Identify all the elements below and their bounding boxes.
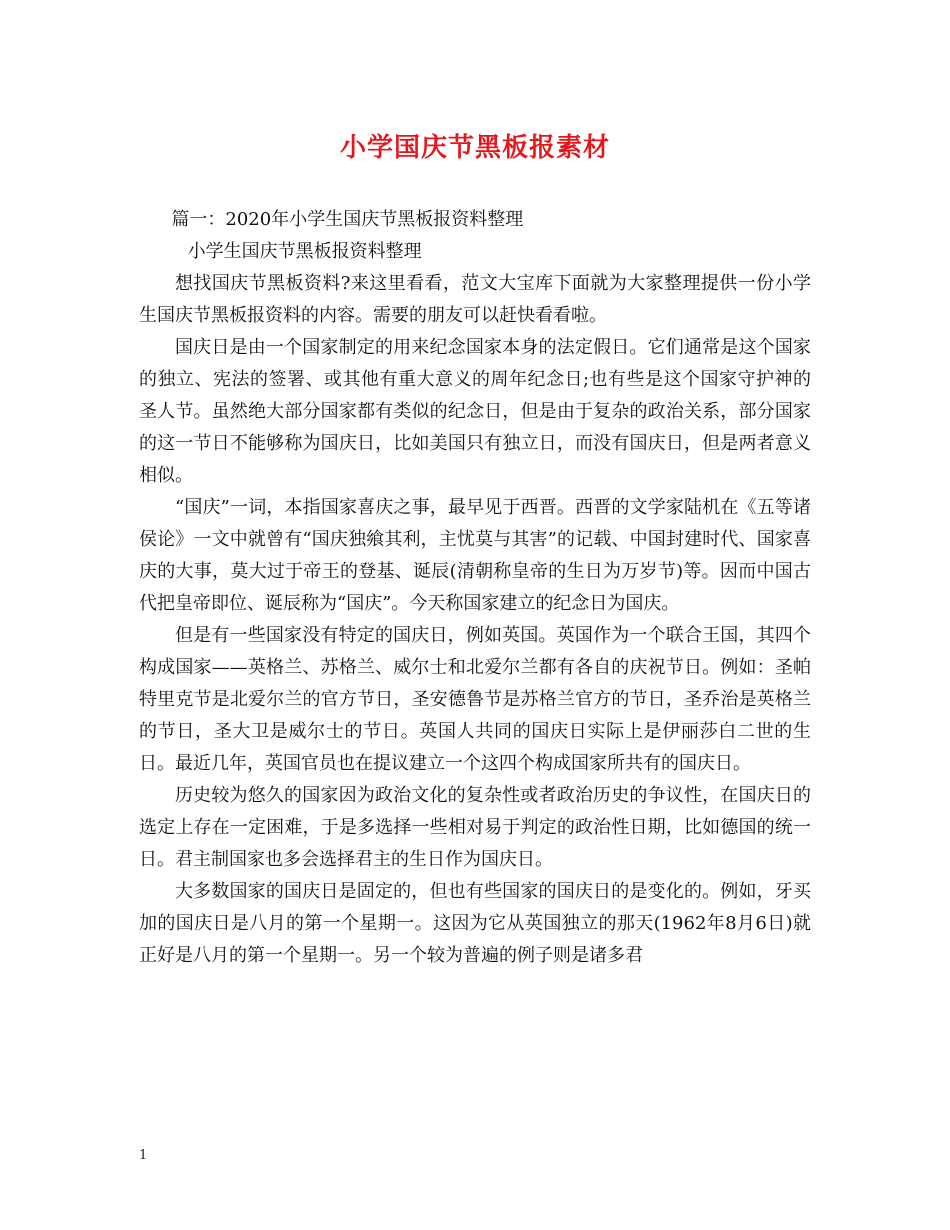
paragraph: 历史较为悠久的国家因为政治文化的复杂性或者政治历史的争议性，在国庆日的选定上存在一定困难，于是多选择一些相对易于判定的政治性日期，比如德国的统一日。君主制国家也多会选择君主的生日作为国庆日。: [139, 785, 811, 870]
document-body: [139, 204, 811, 972]
paragraph: 大多数国家的国庆日是固定的，但也有些国家的国庆日的是变化的。例如，牙买加的国庆日是八月的第一个星期一。这因为它从英国独立的那天(1962年8月6日)就正好是八月的第一个星期一。另一个较为普遍的例子则是诸多君: [139, 881, 811, 966]
document-title: 小学国庆节黑板报素材: [339, 133, 610, 163]
paragraph: 但是有一些国家没有特定的国庆日，例如英国。英国作为一个联合王国，其四个构成国家——英格兰、苏格兰、威尔士和北爱尔兰都有各自的庆祝节日。例如：圣帕特里克节是北爱尔兰的官方节日，圣安德鲁节是苏格兰官方的节日，圣乔治是英格兰的节日，圣大卫是威尔士的节日。英国人共同的国庆日实际上是伊丽莎白二世的生日。最近几年，英国官员也在提议建立一个这四个构成国家所共有的国庆日。: [139, 625, 811, 774]
section-heading: 篇一：2020年小学生国庆节黑板报资料整理: [171, 209, 524, 230]
paragraph: 国庆日是由一个国家制定的用来纪念国家本身的法定假日。它们通常是这个国家的独立、宪法的签署、或其他有重大意义的周年纪念日;也有些是这个国家守护神的圣人节。虽然绝大部分国家都有类似的纪念日，但是由于复杂的政治关系，部分国家的这一节日不能够称为国庆日，比如美国只有独立日，而没有国庆日，但是两者意义相似。: [139, 337, 811, 486]
paragraph: “国庆”一词，本指国家喜庆之事，最早见于西晋。西晋的文学家陆机在《五等诸侯论》一文中就曾有“国庆独飨其利，主忧莫与其害”的记载、中国封建时代、国家喜庆的大事，莫大过于帝王的登基、诞辰(清朝称皇帝的生日为万岁节)等。因而中国古代把皇帝即位、诞辰称为“国庆”。今天称国家建立的纪念日为国庆。: [139, 497, 811, 614]
page-number: 1: [139, 1148, 148, 1163]
paragraph: 想找国庆节黑板资料?来这里看看，范文大宝库下面就为大家整理提供一份小学生国庆节黑板报资料的内容。需要的朋友可以赶快看看啦。: [139, 273, 811, 326]
sub-heading: 小学生国庆节黑板报资料整理: [187, 241, 422, 262]
